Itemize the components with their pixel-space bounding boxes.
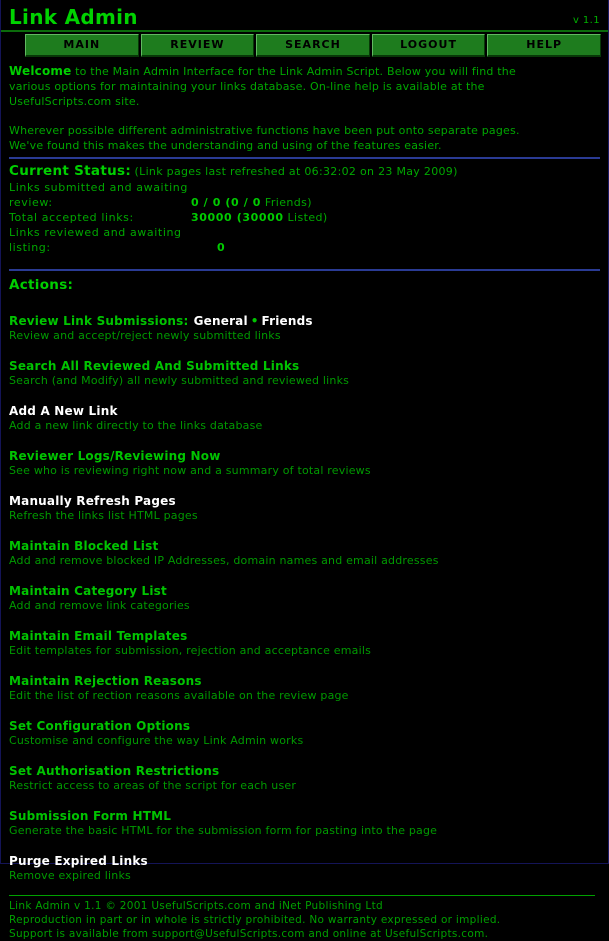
divider-footer (9, 895, 595, 896)
action-subtitle: Add and remove blocked IP Addresses, domain names and email addresses (9, 554, 439, 567)
status-row-total-accepted (9, 210, 602, 225)
content-area (1, 64, 608, 941)
set-configuration-link[interactable]: Set Configuration Options (9, 719, 191, 733)
nav-button-search[interactable]: SEARCH (256, 34, 370, 57)
nav-button-logout[interactable]: LOGOUT (372, 34, 486, 57)
status-refresh-note: (Link pages last refreshed at 06:32:02 on 23 May 2009) (134, 165, 458, 178)
nav-button-main[interactable]: MAIN (25, 34, 139, 57)
manually-refresh-link[interactable]: Manually Refresh Pages (9, 494, 176, 508)
status-heading-row (9, 163, 602, 180)
welcome-line-3: UsefulScripts.com site. (9, 95, 140, 108)
action-purge-expired-links (9, 850, 602, 882)
actions-heading: Actions: (9, 277, 74, 293)
action-subtitle: Generate the basic HTML for the submission form for pasting into the page (9, 824, 438, 837)
action-set-configuration (9, 715, 602, 747)
nav-button-help[interactable]: HELP (487, 34, 601, 57)
maintain-rejection-reasons-link[interactable]: Maintain Rejection Reasons (9, 674, 202, 688)
action-subtitle: Restrict access to areas of the script for each user (9, 779, 297, 792)
status-label: Links submitted and awaiting review: (9, 181, 188, 209)
footer-support: Support is available from support@UsefulScripts.com and online at UsefulScripts.com. (9, 928, 489, 940)
status-row-awaiting-listing (9, 225, 602, 255)
maintain-category-list-link[interactable]: Maintain Category List (9, 584, 167, 598)
action-maintain-blocked-list (9, 535, 602, 567)
footer-copyright: Link Admin v 1.1 © 2001 UsefulScripts.com and iNet Publishing Ltd (9, 900, 383, 912)
action-manually-refresh (9, 490, 602, 522)
purge-expired-links-link[interactable]: Purge Expired Links (9, 854, 148, 868)
page-footer (9, 899, 602, 941)
action-subtitle: Edit the list of rection reasons available on the review page (9, 689, 349, 702)
main-nav (25, 34, 601, 57)
action-review-link-submissions (9, 310, 602, 342)
action-subtitle: Refresh the links list HTML pages (9, 509, 198, 522)
action-subtitle: Search (and Modify) all newly submitted and reviewed links (9, 374, 350, 387)
status-value: 0 (217, 241, 226, 254)
divider-blue-actions (9, 269, 600, 271)
status-value: 30000 (30000 Listed) (191, 211, 328, 224)
nav-button-review[interactable]: REVIEW (141, 34, 255, 57)
page-header (1, 0, 608, 32)
page (1, 0, 608, 941)
status-label: Links reviewed and awaiting listing: (9, 226, 182, 254)
action-maintain-email-templates (9, 625, 602, 657)
info-line-1: Wherever possible different administrative functions have been put onto separate pages. (9, 124, 520, 137)
set-authorisation-link[interactable]: Set Authorisation Restrictions (9, 764, 220, 778)
action-set-authorisation (9, 760, 602, 792)
status-heading: Current Status: (9, 163, 132, 179)
submission-form-html-link[interactable]: Submission Form HTML (9, 809, 172, 823)
version-label: v 1.1 (573, 15, 600, 26)
status-row-awaiting-review (9, 180, 602, 210)
maintain-email-templates-link[interactable]: Maintain Email Templates (9, 629, 188, 643)
action-reviewer-logs (9, 445, 602, 477)
add-new-link-link[interactable]: Add A New Link (9, 404, 118, 418)
action-subtitle: Review and accept/reject newly submitted links (9, 329, 281, 342)
reviewer-logs-link[interactable]: Reviewer Logs/Reviewing Now (9, 449, 221, 463)
info-line-2: We've found this makes the understanding and using of the features easier. (9, 139, 442, 152)
action-maintain-category-list (9, 580, 602, 612)
welcome-paragraph (9, 64, 602, 109)
divider-blue-top (9, 157, 600, 159)
maintain-blocked-list-link[interactable]: Maintain Blocked List (9, 539, 159, 553)
action-subtitle: Add a new link directly to the links database (9, 419, 263, 432)
review-friends-link[interactable]: Friends (261, 314, 313, 328)
action-add-new-link (9, 400, 602, 432)
review-link-submissions-label: Review Link Submissions: (9, 314, 189, 328)
review-general-link[interactable]: General (193, 314, 248, 328)
status-label: Total accepted links: (9, 211, 134, 224)
search-links-link[interactable]: Search All Reviewed And Submitted Links (9, 359, 300, 373)
action-subtitle: Add and remove link categories (9, 599, 190, 612)
info-paragraph (9, 123, 602, 153)
welcome-line-1: Welcome to the Main Admin Interface for the Link Admin Script. Below you will find the (9, 64, 516, 78)
page-title: Link Admin (9, 5, 138, 29)
action-subtitle: See who is reviewing right now and a summary of total reviews (9, 464, 371, 477)
bullet-separator: • (250, 314, 259, 328)
actions-list (9, 310, 602, 882)
action-search-links (9, 355, 602, 387)
action-subtitle: Edit templates for submission, rejection and acceptance emails (9, 644, 372, 657)
action-maintain-rejection-reasons (9, 670, 602, 702)
welcome-line-2: various options for maintaining your links database. On-line help is available at the (9, 80, 485, 93)
status-value: 0 / 0 (0 / 0 Friends) (191, 196, 312, 209)
action-subtitle: Customise and configure the way Link Admin works (9, 734, 304, 747)
welcome-word: Welcome (9, 64, 72, 78)
action-subtitle: Remove expired links (9, 869, 131, 882)
footer-legal: Reproduction in part or in whole is strictly prohibited. No warranty expressed or implied. (9, 914, 501, 926)
action-submission-form-html (9, 805, 602, 837)
